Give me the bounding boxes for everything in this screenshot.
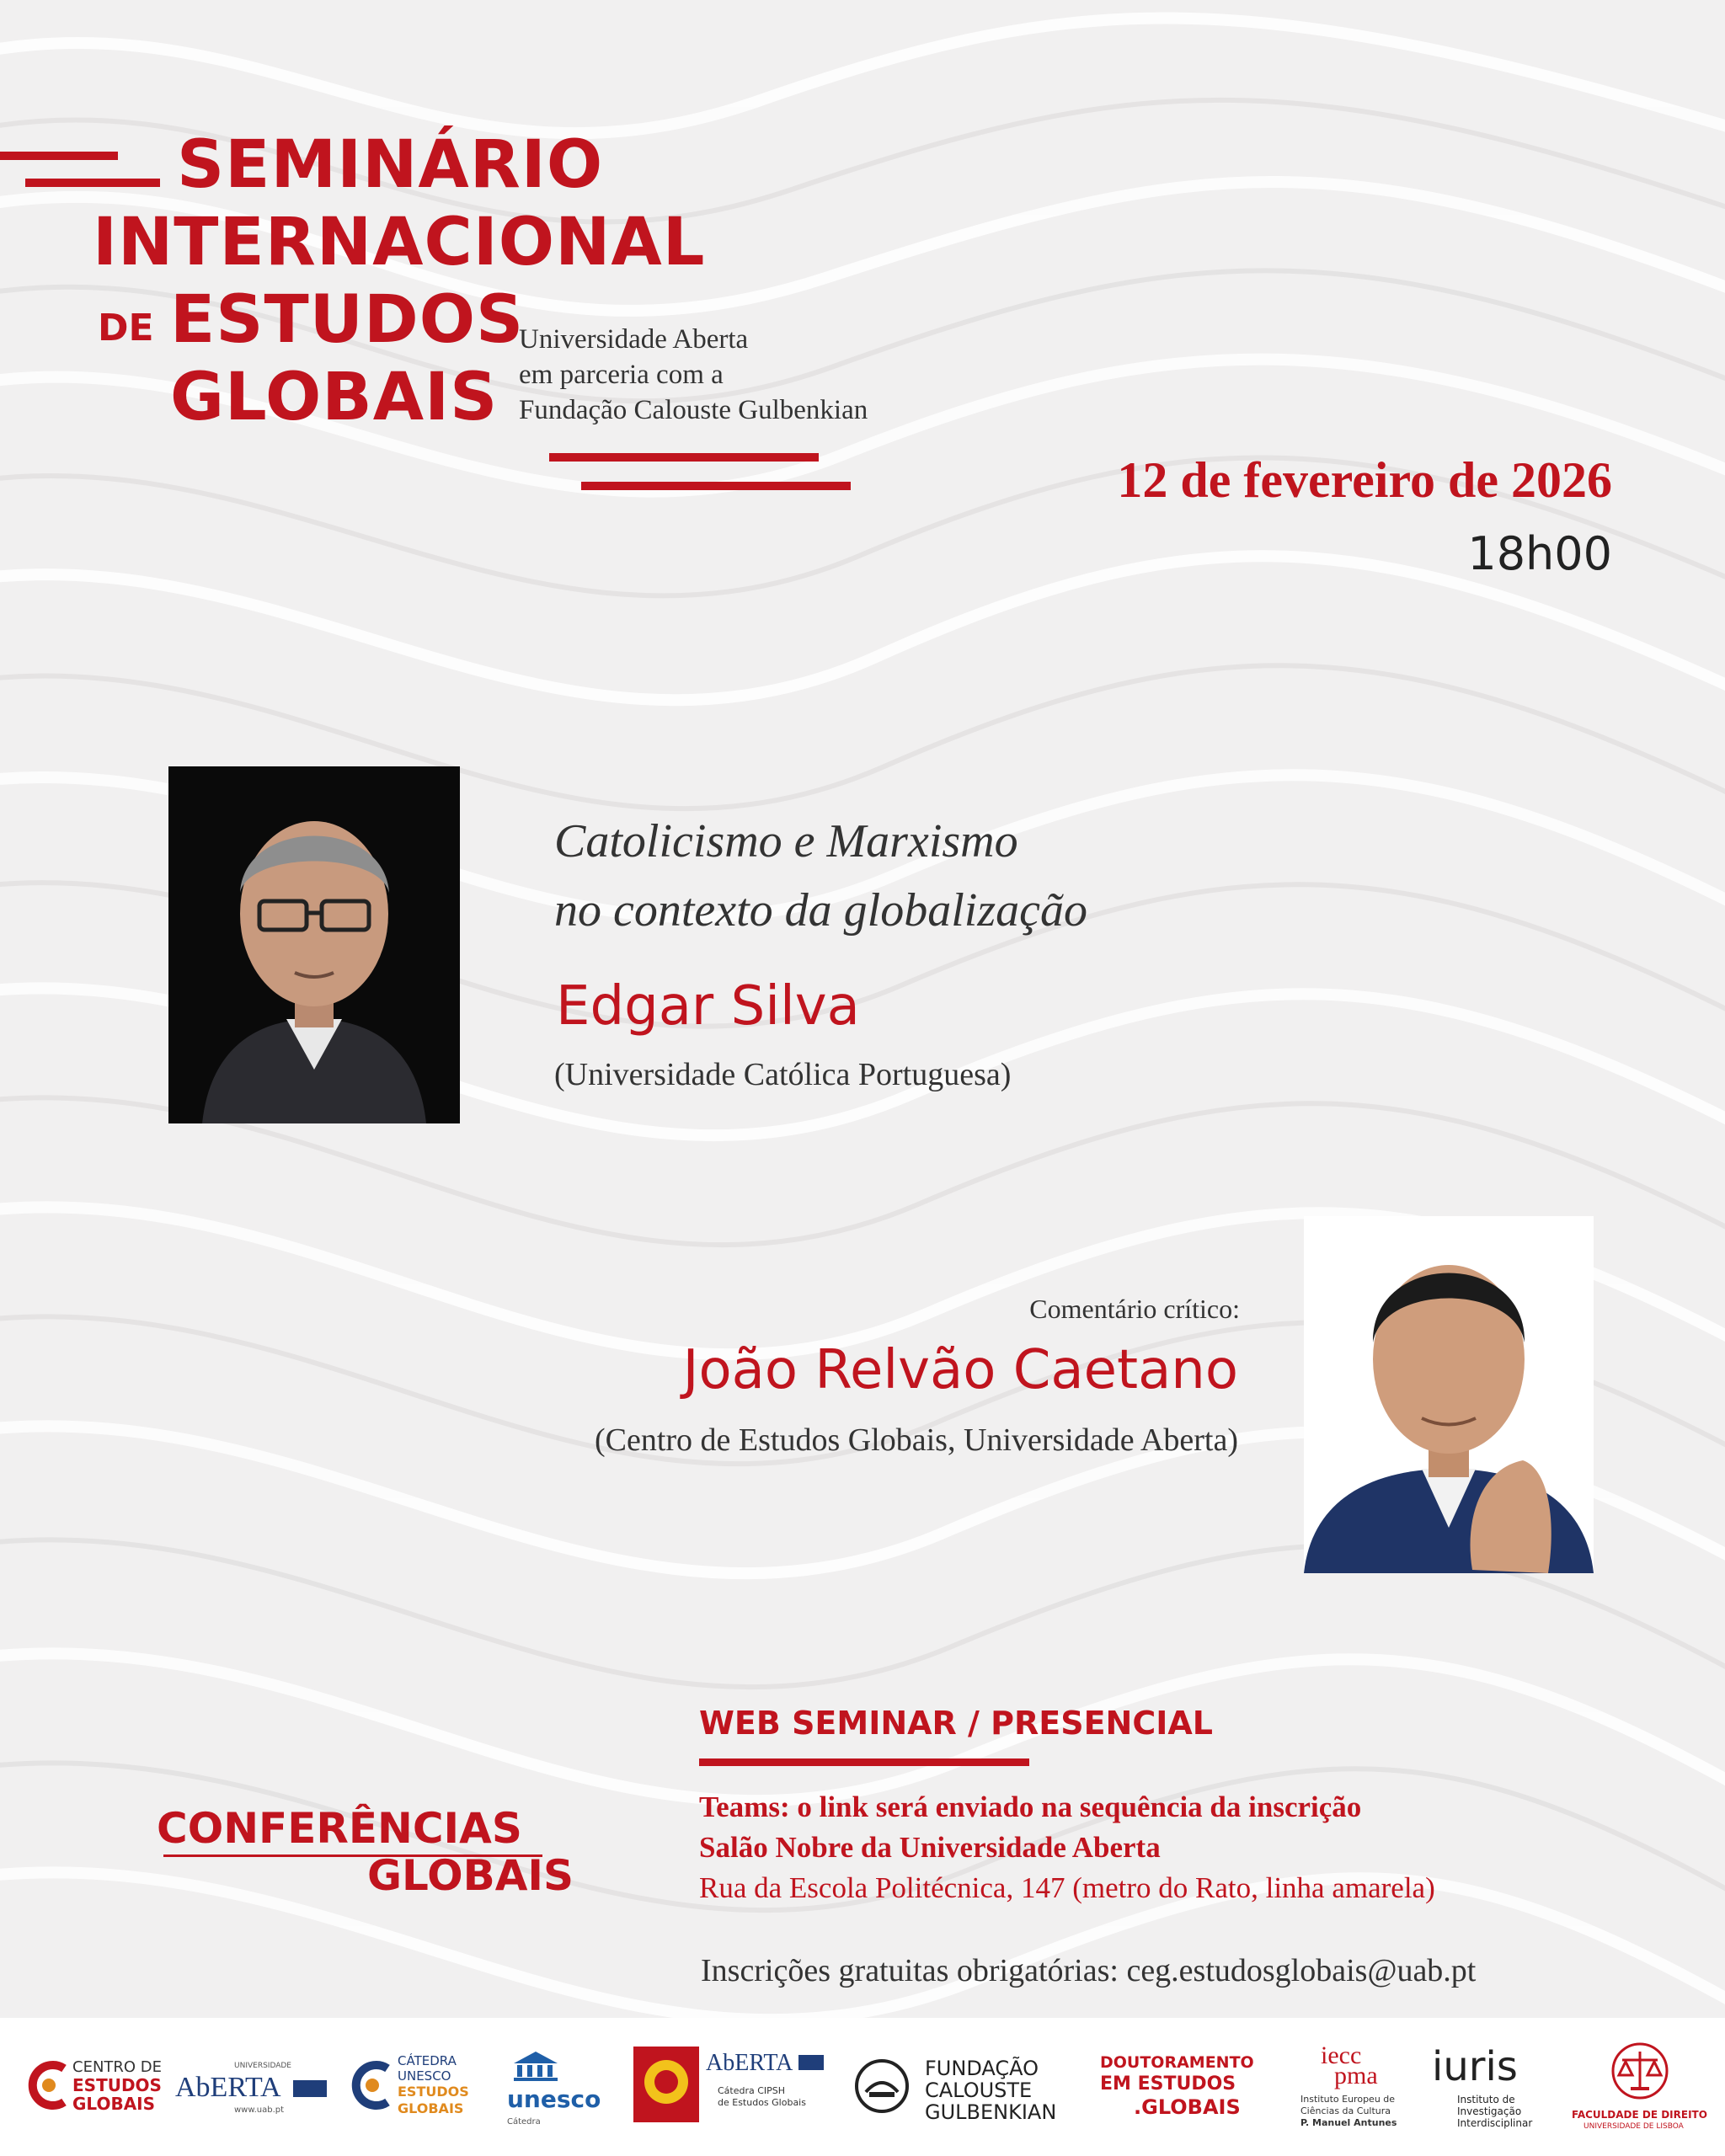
partner-line-3: Fundação Calouste Gulbenkian [519, 395, 868, 425]
catedra-logo-line-2: UNESCO [398, 2068, 451, 2084]
series-line-1: CONFERÊNCIAS [157, 1804, 522, 1853]
commentator-portrait-illustration [1304, 1216, 1594, 1573]
iuris-logo-line-1: iuris [1432, 2043, 1518, 2090]
gulbenkian-logo-line-2: CALOUSTE [925, 2079, 1033, 2102]
catedra-logo-line-3: ESTUDOS [398, 2084, 469, 2100]
cipsh-logo-line-2: Cátedra CIPSH [718, 2085, 786, 2096]
cipsh-logo-mark [798, 2055, 824, 2070]
aberta-logo-line-3: www.uab.pt [234, 2105, 285, 2115]
cipsh-logo-line-3: de Estudos Globais [718, 2097, 806, 2108]
aberta-logo-line-2: AbERTA [175, 2072, 281, 2103]
speaker-photo [168, 766, 460, 1123]
commentator-photo [1304, 1216, 1594, 1573]
title-line-1: SEMINÁRIO [177, 127, 604, 203]
partner-accent-bar-2 [581, 482, 851, 490]
catedra-unesco-logo [349, 2041, 475, 2134]
iuris-logo [1432, 2041, 1550, 2134]
iuris-logo-line-4: Interdisciplinar [1457, 2117, 1533, 2129]
gulbenkian-emblem-icon [854, 2058, 910, 2114]
teams-info: Teams: o link será enviado na sequência da inscrição [699, 1790, 1362, 1823]
title-line-2: INTERNACIONAL [93, 205, 706, 280]
ieccpma-logo [1300, 2041, 1410, 2134]
talk-title [554, 807, 1087, 945]
iuris-logo-line-3: Investigação [1457, 2105, 1522, 2117]
cipsh-logo-line-1: AbERTA [706, 2050, 793, 2076]
ceg-logo-line-1: CENTRO DE [72, 2058, 163, 2076]
partner-logos-footer [0, 2018, 1725, 2156]
faculdade-logo-line-2: UNIVERSIDADE DE LISBOA [1583, 2122, 1684, 2131]
doutoramento-logo-line-3: .GLOBAIS [1134, 2095, 1241, 2119]
venue-address: Rua da Escola Politécnica, 147 (metro do Rato, linha amarela) [699, 1871, 1435, 1904]
partner-accent-bar-1 [549, 453, 819, 462]
ieccpma-logo-line-3: Instituto Europeu de [1300, 2094, 1396, 2105]
doutoramento-logo [1100, 2041, 1268, 2134]
commentary-label: Comentário crítico: [1029, 1294, 1240, 1324]
registration-info: Inscrições gratuitas obrigatórias: ceg.estudosglobais@uab.pt [701, 1953, 1477, 1988]
speaker-portrait-illustration [168, 766, 460, 1123]
ceg-logo-line-3: GLOBAIS [72, 2094, 156, 2114]
event-date: 12 de fevereiro de 2026 [1117, 452, 1612, 508]
ieccpma-logo-line-4: Ciências da Cultura [1300, 2105, 1391, 2116]
commentator-affiliation: (Centro de Estudos Globais, Universidade Aberta) [594, 1422, 1238, 1458]
venue-info [699, 1787, 1435, 1908]
title-accent-bar-2 [25, 179, 160, 187]
title-accent-bar-1 [0, 152, 118, 160]
conferencias-globais-logo [157, 1804, 595, 1922]
catedra-logo-line-4: GLOBAIS [398, 2100, 464, 2116]
cipsh-logo [633, 2041, 827, 2134]
title-de: DE [98, 307, 154, 350]
talk-title-line-2: no contexto da globalização [554, 884, 1088, 937]
speaker-name: Edgar Silva [556, 975, 860, 1038]
faculdade-logo-line-1: FACULDADE DE DIREITO [1572, 2109, 1707, 2121]
gulbenkian-logo [854, 2041, 1065, 2134]
ieccpma-logo-line-2: pma [1334, 2062, 1378, 2089]
unesco-logo [507, 2041, 608, 2134]
title-line-4: GLOBAIS [170, 360, 499, 435]
unesco-temple-icon [510, 2048, 561, 2082]
mode-underline [699, 1758, 1029, 1766]
aberta-logo [175, 2041, 327, 2134]
partner-text [519, 322, 868, 428]
series-line-2: GLOBAIS [367, 1851, 574, 1900]
ceg-logo [25, 2041, 168, 2134]
unesco-logo-line-2: Cátedra [507, 2117, 541, 2127]
unesco-logo-line-1: unesco [507, 2085, 601, 2113]
event-time: 18h00 [1467, 527, 1612, 580]
ceg-icon [25, 2060, 69, 2111]
title-line-3: ESTUDOS [170, 282, 525, 358]
doutoramento-logo-line-2: EM ESTUDOS [1100, 2073, 1236, 2095]
commentator-name: João Relvão Caetano [682, 1339, 1238, 1401]
cipsh-emblem-icon [633, 2047, 699, 2122]
partner-line-1: Universidade Aberta [519, 324, 749, 355]
iuris-logo-line-2: Instituto de [1457, 2094, 1515, 2105]
catedra-logo-line-1: CÁTEDRA [398, 2053, 457, 2068]
aberta-logo-line-1: UNIVERSIDADE [234, 2062, 291, 2070]
scales-of-justice-icon [1610, 2041, 1669, 2100]
ieccpma-logo-line-5: P. Manuel Antunes [1300, 2117, 1397, 2128]
doutoramento-logo-line-1: DOUTORAMENTO [1100, 2053, 1254, 2072]
seminar-mode: WEB SEMINAR / PRESENCIAL [699, 1705, 1214, 1742]
catedra-icon [349, 2060, 393, 2111]
speaker-affiliation: (Universidade Católica Portuguesa) [554, 1057, 1012, 1092]
ceg-logo-line-2: ESTUDOS [72, 2075, 162, 2095]
partner-line-2: em parceria com a [519, 360, 724, 390]
talk-title-line-1: Catolicismo e Marxismo [554, 815, 1018, 867]
faculdade-direito-logo [1568, 2041, 1712, 2134]
aberta-logo-mark [293, 2080, 327, 2097]
venue-hall: Salão Nobre da Universidade Aberta [699, 1831, 1161, 1864]
gulbenkian-logo-line-3: GULBENKIAN [925, 2100, 1057, 2124]
ieccpma-logo-line-1: iecc [1321, 2041, 1362, 2069]
gulbenkian-logo-line-1: FUNDAÇÃO [925, 2057, 1039, 2080]
